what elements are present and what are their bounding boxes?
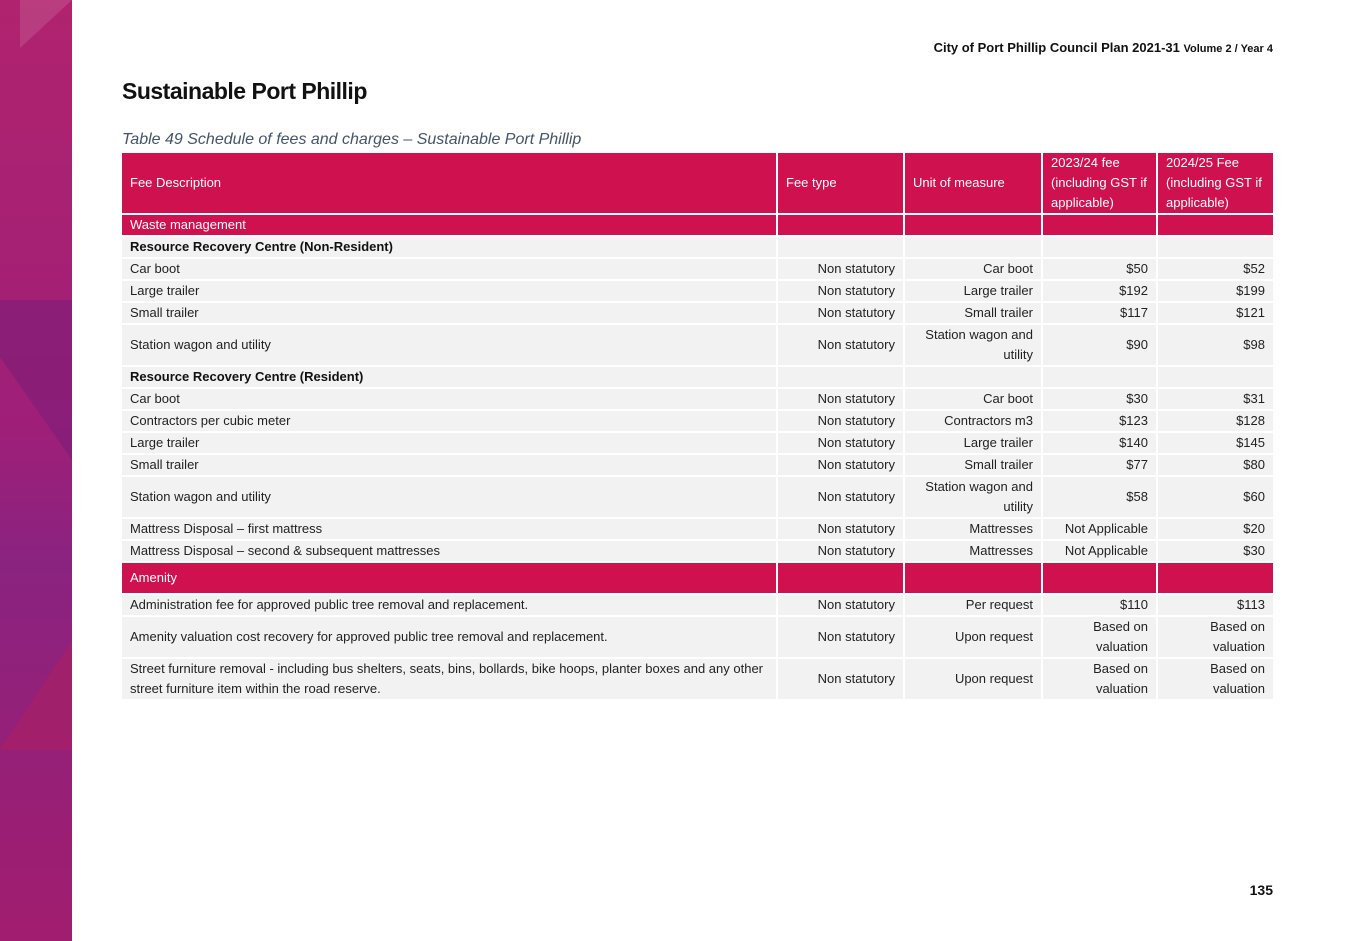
table-cell: Mattresses bbox=[905, 541, 1043, 563]
section-title: Amenity bbox=[122, 563, 778, 595]
sidebar-facet bbox=[0, 640, 72, 750]
table-body bbox=[122, 215, 1273, 701]
table-caption: Table 49 Schedule of fees and charges – Sustainable Port Phillip bbox=[122, 131, 582, 148]
page-title: Sustainable Port Phillip bbox=[122, 78, 367, 104]
table-cell: Non statutory bbox=[778, 617, 905, 659]
table-cell: Car boot bbox=[905, 259, 1043, 281]
table-cell: Not Applicable bbox=[1043, 519, 1158, 541]
table-cell: Upon request bbox=[905, 617, 1043, 659]
page-number: 135 bbox=[1249, 882, 1273, 898]
table-cell: Non statutory bbox=[778, 281, 905, 303]
table-cell: Contractors per cubic meter bbox=[122, 411, 778, 433]
subheading-row bbox=[122, 237, 1273, 259]
table-cell: $117 bbox=[1043, 303, 1158, 325]
table-cell: Non statutory bbox=[778, 595, 905, 617]
section-row bbox=[122, 563, 1273, 595]
table-cell: Street furniture removal - including bus shelters, seats, bins, bollards, bike hoops, planter boxes and any other street furniture item within the road reserve. bbox=[122, 659, 778, 701]
section-filler bbox=[1043, 215, 1158, 237]
table-row bbox=[122, 325, 1273, 367]
table-cell: Large trailer bbox=[905, 281, 1043, 303]
sidebar-facet bbox=[20, 0, 72, 48]
subheading: Resource Recovery Centre (Resident) bbox=[122, 367, 778, 389]
table-cell: Non statutory bbox=[778, 411, 905, 433]
table-cell: Large trailer bbox=[905, 433, 1043, 455]
table-cell: Car boot bbox=[122, 389, 778, 411]
table-row bbox=[122, 303, 1273, 325]
table-cell: Per request bbox=[905, 595, 1043, 617]
table-cell: $77 bbox=[1043, 455, 1158, 477]
table-row bbox=[122, 411, 1273, 433]
section-title: Waste management bbox=[122, 215, 778, 237]
table-cell: Car boot bbox=[905, 389, 1043, 411]
fees-table bbox=[122, 153, 1273, 701]
table-cell: $113 bbox=[1158, 595, 1273, 617]
table-cell: Non statutory bbox=[778, 325, 905, 367]
table-cell: Large trailer bbox=[122, 281, 778, 303]
table-cell: $80 bbox=[1158, 455, 1273, 477]
table-cell: Non statutory bbox=[778, 259, 905, 281]
subheading-filler bbox=[1043, 367, 1158, 389]
column-header: 2024/25 Fee (including GST if applicable) bbox=[1158, 153, 1273, 215]
section-filler bbox=[1158, 215, 1273, 237]
table-row bbox=[122, 519, 1273, 541]
table-cell: $140 bbox=[1043, 433, 1158, 455]
table-cell: Based on valuation bbox=[1043, 617, 1158, 659]
table-row bbox=[122, 595, 1273, 617]
table-cell: Non statutory bbox=[778, 303, 905, 325]
table-cell: Non statutory bbox=[778, 433, 905, 455]
table-cell: Small trailer bbox=[905, 455, 1043, 477]
table-row bbox=[122, 433, 1273, 455]
decorative-sidebar bbox=[0, 0, 72, 941]
table-cell: Based on valuation bbox=[1043, 659, 1158, 701]
table-cell: Small trailer bbox=[122, 455, 778, 477]
table-cell: Station wagon and utility bbox=[905, 477, 1043, 519]
table-cell: Not Applicable bbox=[1043, 541, 1158, 563]
table-cell: $52 bbox=[1158, 259, 1273, 281]
table-cell: Large trailer bbox=[122, 433, 778, 455]
table-row bbox=[122, 477, 1273, 519]
table-cell: $123 bbox=[1043, 411, 1158, 433]
table-cell: $110 bbox=[1043, 595, 1158, 617]
column-header: Fee Description bbox=[122, 153, 778, 215]
subheading-filler bbox=[1158, 237, 1273, 259]
column-header: Unit of measure bbox=[905, 153, 1043, 215]
table-cell: $121 bbox=[1158, 303, 1273, 325]
subheading-row bbox=[122, 367, 1273, 389]
table-cell: $58 bbox=[1043, 477, 1158, 519]
column-header: 2023/24 fee (including GST if applicable) bbox=[1043, 153, 1158, 215]
table-cell: $90 bbox=[1043, 325, 1158, 367]
document-header bbox=[934, 40, 1273, 55]
table-cell: $199 bbox=[1158, 281, 1273, 303]
section-filler bbox=[778, 563, 905, 595]
subheading-filler bbox=[1158, 367, 1273, 389]
table-cell: $192 bbox=[1043, 281, 1158, 303]
table-cell: Upon request bbox=[905, 659, 1043, 701]
table-cell: Station wagon and utility bbox=[122, 477, 778, 519]
table-cell: Based on valuation bbox=[1158, 617, 1273, 659]
section-filler bbox=[1043, 563, 1158, 595]
table-cell: Non statutory bbox=[778, 455, 905, 477]
table-row bbox=[122, 659, 1273, 701]
table-row bbox=[122, 455, 1273, 477]
table-cell: Car boot bbox=[122, 259, 778, 281]
table-row bbox=[122, 259, 1273, 281]
subheading-filler bbox=[778, 237, 905, 259]
table-cell: Station wagon and utility bbox=[905, 325, 1043, 367]
section-filler bbox=[905, 215, 1043, 237]
sidebar-facet bbox=[0, 300, 72, 460]
table-cell: $31 bbox=[1158, 389, 1273, 411]
document-title: City of Port Phillip Council Plan 2021-31 bbox=[933, 40, 1180, 55]
table-cell: Contractors m3 bbox=[905, 411, 1043, 433]
table-cell: Non statutory bbox=[778, 659, 905, 701]
subheading: Resource Recovery Centre (Non-Resident) bbox=[122, 237, 778, 259]
table-row bbox=[122, 617, 1273, 659]
table-cell: $145 bbox=[1158, 433, 1273, 455]
subheading-filler bbox=[778, 367, 905, 389]
column-header: Fee type bbox=[778, 153, 905, 215]
section-filler bbox=[778, 215, 905, 237]
table-cell: Based on valuation bbox=[1158, 659, 1273, 701]
table-cell: $50 bbox=[1043, 259, 1158, 281]
section-filler bbox=[905, 563, 1043, 595]
table-row bbox=[122, 281, 1273, 303]
table-cell: Small trailer bbox=[122, 303, 778, 325]
table-row bbox=[122, 541, 1273, 563]
table-cell: Station wagon and utility bbox=[122, 325, 778, 367]
table-cell: Administration fee for approved public tree removal and replacement. bbox=[122, 595, 778, 617]
table-cell: $20 bbox=[1158, 519, 1273, 541]
subheading-filler bbox=[1043, 237, 1158, 259]
table-cell: Non statutory bbox=[778, 541, 905, 563]
section-row bbox=[122, 215, 1273, 237]
table-cell: Mattress Disposal – first mattress bbox=[122, 519, 778, 541]
table-cell: $30 bbox=[1043, 389, 1158, 411]
subheading-filler bbox=[905, 237, 1043, 259]
table-cell: Mattress Disposal – second & subsequent mattresses bbox=[122, 541, 778, 563]
section-filler bbox=[1158, 563, 1273, 595]
table-header-row bbox=[122, 153, 1273, 215]
table-cell: $60 bbox=[1158, 477, 1273, 519]
subheading-filler bbox=[905, 367, 1043, 389]
document-volume: Volume 2 / Year 4 bbox=[1183, 43, 1273, 55]
table-cell: $128 bbox=[1158, 411, 1273, 433]
table-cell: Non statutory bbox=[778, 477, 905, 519]
table-cell: Amenity valuation cost recovery for approved public tree removal and replacement. bbox=[122, 617, 778, 659]
table-cell: Small trailer bbox=[905, 303, 1043, 325]
table-cell: $98 bbox=[1158, 325, 1273, 367]
table-row bbox=[122, 389, 1273, 411]
table-cell: $30 bbox=[1158, 541, 1273, 563]
table-cell: Non statutory bbox=[778, 519, 905, 541]
table-cell: Non statutory bbox=[778, 389, 905, 411]
table-cell: Mattresses bbox=[905, 519, 1043, 541]
